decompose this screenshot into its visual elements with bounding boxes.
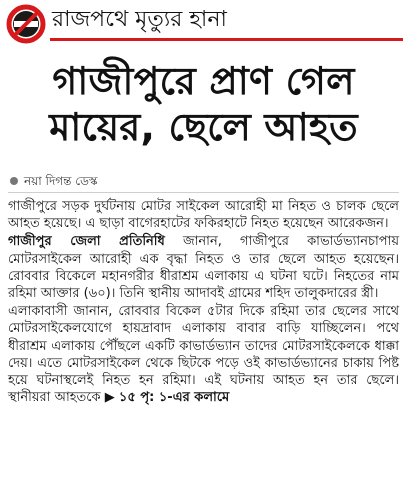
paragraph-2 xyxy=(8,233,399,302)
continuation-note: ১৫ পৃ: ১-এর কলামে xyxy=(118,390,230,406)
paragraph-3-text: এলাকাবাসী জানান, রোববার বিকেল ৫টার দিকে রহিমা তার ছেলের সাথে মোটরসাইকেলযোগে হায়দ্রাবাদ এলাকায় বাবার বাড়ি যাচ্ছিলেন। পথে ধীরাশ্রম এলাকায় পৌঁছলে একটি কাভার্ডভ্যান তাদের মোটরসাইকেলকে ধাক্কা দেয়। এতে মোটরসাইকেল থেকে ছিটকে পড়ে ওই কাভার্ডভ্যানের চাকায় পিষ্ট হয়ে ঘটনাস্থলেই নিহত হন রহিমা। এই ঘটনায় আহত হন তার ছেলে। স্থানীয়রা আহতকে xyxy=(8,304,399,406)
bullet-icon xyxy=(10,177,18,185)
paragraph-2-text: জানান, গাজীপুরে কাভার্ডভ্যানচাপায় মোটরসাইকেল আরোহী এক বৃদ্ধা নিহত ও তার ছেলে আহত হয়েছেন। রোববার বিকেলে মহানগরীর ধীরাশ্রম এলাকায় এ ঘটনা ঘটে। নিহতের নাম রহিমা আক্তার (৬০)। তিনি স্থানীয় আদাবই গ্রামের শহিদ তালুকদারের স্ত্রী। xyxy=(8,234,399,302)
continuation-arrow-icon: ▶ xyxy=(104,390,115,406)
divider xyxy=(8,192,399,193)
article-body xyxy=(8,198,399,407)
byline-text: নয়া দিগন্ত ডেস্ক xyxy=(24,174,98,188)
headline-line-1: গাজীপুরে প্রাণ গেল xyxy=(52,59,355,103)
header-rule xyxy=(50,38,403,41)
headline xyxy=(0,58,407,150)
section-kicker: রাজপথে মৃত্যুর হানা xyxy=(52,7,227,32)
paragraph-1: গাজীপুরে সড়ক দুর্ঘটনায় মোটর সাইকেল আরোহী মা নিহত ও চালক ছেলে আহত হয়েছে। এ ছাড়া বাগেরহাটের ফকিরহাটে নিহত হয়েছেন আরেকজন। xyxy=(8,199,399,232)
paragraph-3 xyxy=(8,303,399,406)
headline-line-2: মায়ের, ছেলে আহত xyxy=(49,105,358,149)
section-header xyxy=(0,0,407,44)
no-entry-logo-icon xyxy=(6,4,46,44)
byline xyxy=(10,173,98,189)
dateline: গাজীপুর জেলা প্রতিনিধি xyxy=(8,234,165,250)
